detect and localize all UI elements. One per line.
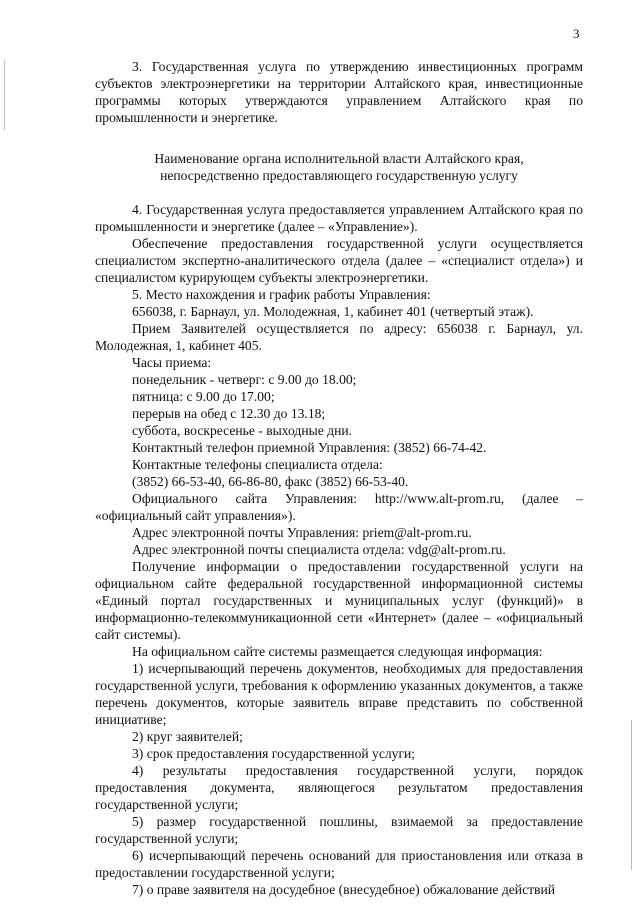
- list-item: 2) круг заявителей;: [132, 729, 243, 744]
- paragraph: Часы приема:: [132, 355, 212, 370]
- scan-edge-mark: [631, 720, 632, 870]
- paragraph: Обеспечение предоставления государственной услуги осуществляется специалистом экспертно-аналитического отдела (далее – «специалист отдела») и специалистом курирующем субъекты электроэнергетики.: [95, 236, 583, 285]
- paragraph: перерыв на обед с 12.30 до 13.18;: [132, 406, 326, 421]
- paragraph: пятница: с 9.00 до 17.00;: [132, 389, 275, 404]
- document-body: [95, 58, 583, 898]
- paragraph: Официального сайта Управления: http://www.alt-prom.ru, (далее – «официальный сайт управления»).: [95, 491, 583, 523]
- list-item: 3) срок предоставления государственной услуги;: [132, 746, 416, 761]
- list-item: 5) размер государственной пошлины, взимаемой за предоставление государственной услуги;: [95, 814, 583, 846]
- paragraph: 656038, г. Барнаул, ул. Молодежная, 1, кабинет 401 (четвертый этаж).: [132, 304, 534, 319]
- paragraph: 5. Место нахождения и график работы Управления:: [132, 287, 431, 302]
- section-heading-line-2: непосредственно предоставляющего государственную услугу: [160, 168, 518, 183]
- section-heading-line-1: Наименование органа исполнительной власти Алтайского края,: [154, 151, 524, 166]
- list-item: 4) результаты предоставления государственной услуги, порядок предоставления документа, являющегося результатом предоставления государственной услуги;: [95, 763, 583, 812]
- scan-edge-mark: [4, 60, 5, 130]
- paragraph: Адрес электронной почты специалиста отдела: vdg@alt-prom.ru.: [132, 542, 506, 557]
- paragraph: Контактный телефон приемной Управления: (3852) 66-74-42.: [132, 440, 487, 455]
- section-3-paragraph: 3. Государственная услуга по утверждению инвестиционных программ субъектов электроэнергетики на территории Алтайского края, инвестиционные программы которых утверждаются управлением Алтайского края по промышленности и энергетике.: [95, 59, 583, 125]
- paragraph: (3852) 66-53-40, 66-86-80, факс (3852) 66-53-40.: [132, 474, 409, 489]
- list-item: 6) исчерпывающий перечень оснований для приостановления или отказа в предоставлении государственной услуги;: [95, 848, 583, 880]
- paragraph: Получение информации о предоставлении государственной услуги на официальном сайте федеральной государственной информационной системы «Единый портал государственных и муниципальных услуг (функций)» в информационно-телекоммуникационной сети «Интернет» (далее – «официальный сайт системы).: [95, 559, 583, 642]
- paragraph: понедельник - четверг: с 9.00 до 18.00;: [132, 372, 357, 387]
- paragraph: Прием Заявителей осуществляется по адресу: 656038 г. Барнаул, ул. Молодежная, 1, кабинет 405.: [95, 321, 583, 353]
- list-item: 7) о праве заявителя на досудебное (внесудебное) обжалование действий: [132, 882, 556, 897]
- paragraph: суббота, воскресенье - выходные дни.: [132, 423, 353, 438]
- paragraph: 4. Государственная услуга предоставляется управлением Алтайского края по промышленности и энергетике (далее – «Управление»).: [95, 202, 583, 234]
- paragraph: На официальном сайте системы размещается следующая информация:: [132, 644, 543, 659]
- paragraph: Адрес электронной почты Управления: priem@alt-prom.ru.: [132, 525, 472, 540]
- page-number: 3: [573, 26, 580, 41]
- list-item: 1) исчерпывающий перечень документов, необходимых для предоставления государственной услуги, требования к оформлению указанных документов, а также перечень документов, которые заявитель вправе представить по собственной инициативе;: [95, 661, 583, 727]
- paragraph: Контактные телефоны специалиста отдела:: [132, 457, 383, 472]
